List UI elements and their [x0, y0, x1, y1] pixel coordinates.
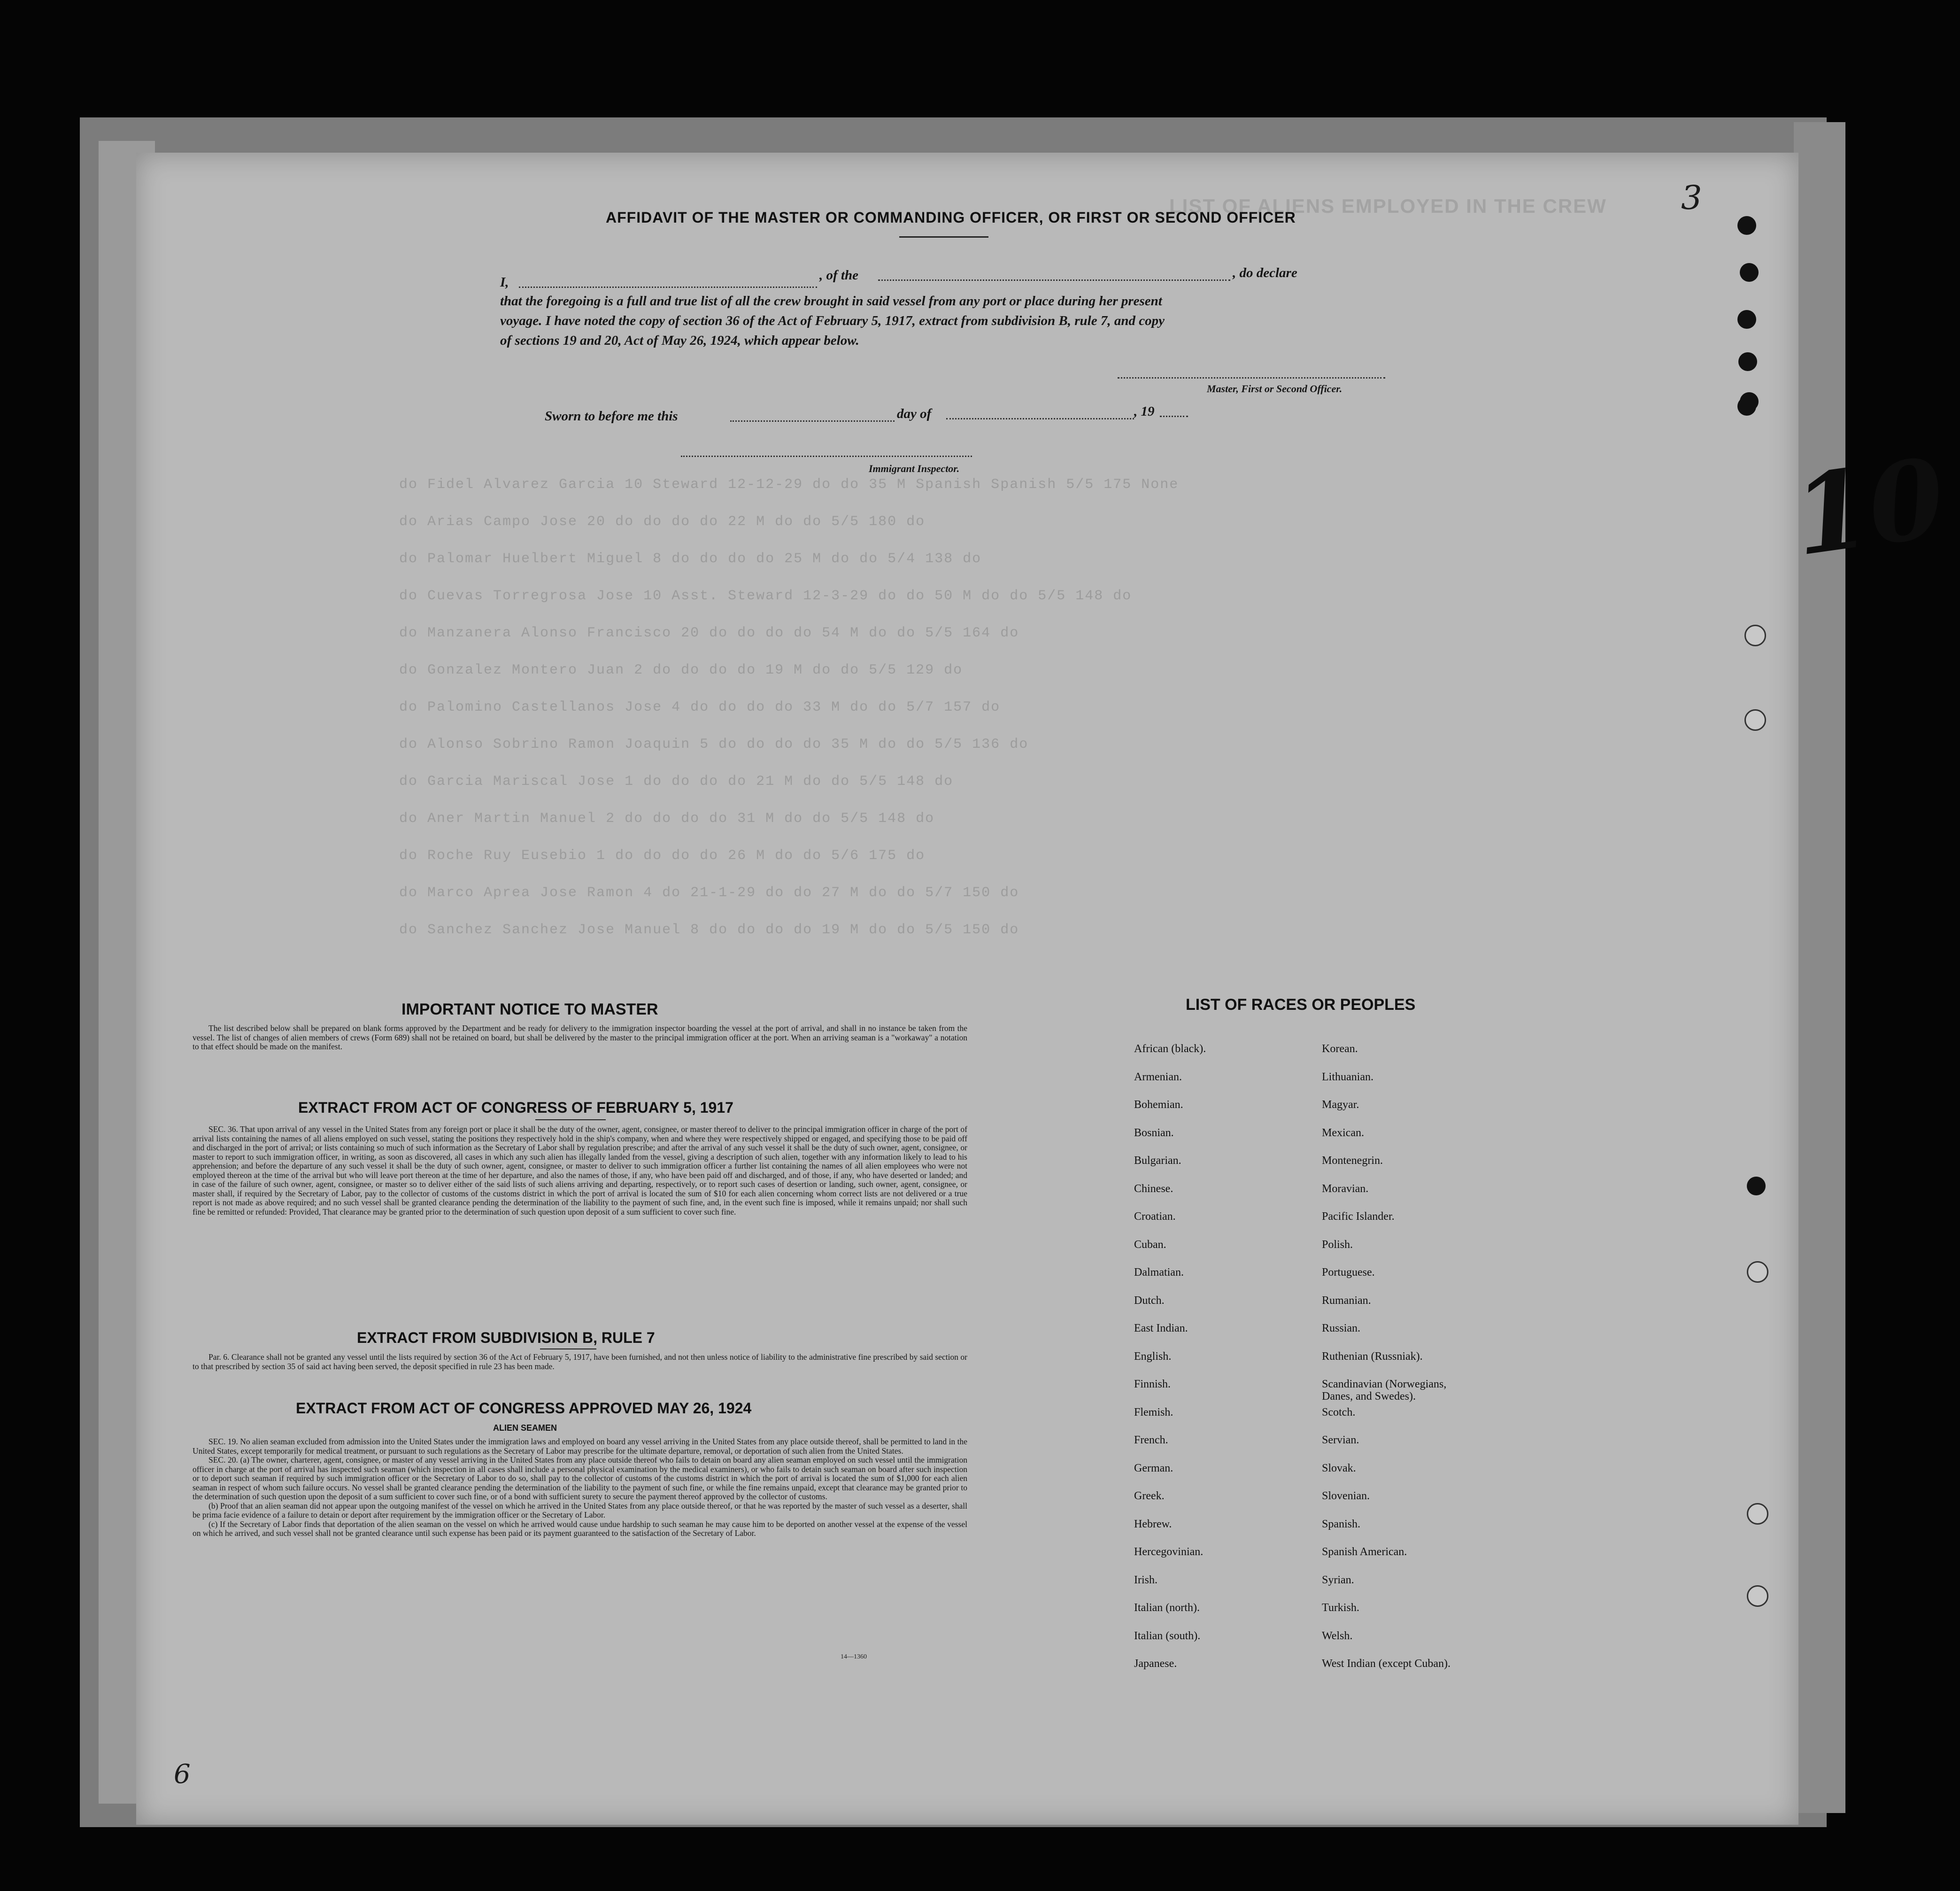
punch-hole: [1744, 625, 1766, 646]
sworn-month-line[interactable]: [946, 418, 1134, 419]
race-item: Scandinavian (Norwegians, Danes, and Swedes).: [1322, 1378, 1447, 1403]
bleed-through-row: do Gonzalez Montero Juan 2 do do do do 19 M do do 5/5 129 do: [399, 662, 963, 678]
race-item: East Indian.: [1134, 1322, 1188, 1334]
race-item: French.: [1134, 1434, 1168, 1446]
punch-hole: [1747, 1585, 1768, 1607]
inspector-signature-line[interactable]: [681, 456, 972, 457]
race-item: West Indian (except Cuban).: [1322, 1658, 1451, 1670]
race-item: Pacific Islander.: [1322, 1210, 1395, 1223]
inspector-signature-label: Immigrant Inspector.: [869, 463, 960, 474]
race-item: Hebrew.: [1134, 1518, 1172, 1530]
race-item: Ruthenian (Russniak).: [1322, 1350, 1423, 1363]
rule-7-title: EXTRACT FROM SUBDIVISION B, RULE 7: [357, 1329, 655, 1346]
bleed-through-row: do Cuevas Torregrosa Jose 10 Asst. Steward 12-3-29 do do 50 M do do 5/5 148 do: [399, 588, 1132, 604]
punch-hole: [1740, 263, 1759, 282]
punch-hole: [1747, 1177, 1766, 1195]
race-item: Portuguese.: [1322, 1266, 1375, 1279]
race-item: Hercegovinian.: [1134, 1546, 1204, 1558]
bleed-through-row: do Fidel Alvarez Garcia 10 Steward 12-12-29 do do 35 M Spanish Spanish 5/5 175 None: [399, 477, 1179, 493]
race-item: Montenegrin.: [1322, 1155, 1383, 1167]
race-item: Slovak.: [1322, 1462, 1356, 1474]
year-prefix: , 19: [1134, 404, 1155, 419]
race-item: Dutch.: [1134, 1294, 1165, 1307]
bleed-through-row: do Sanchez Sanchez Jose Manuel 8 do do do do 19 M do do 5/5 150 do: [399, 922, 1019, 938]
title-underline: [899, 236, 988, 238]
sec-20c-paragraph: (c) If the Secretary of Labor finds that deportation of the alien seaman on the vessel on which he arrived would cause undue hardship to such seaman he may cause him to be deported on another vessel at the expense of the vessel on which he arrived, and such vessel shall not be granted clearance until such expense has been paid or its payment guaranteed to the satisfaction of the Secretary of Labor.: [193, 1519, 967, 1538]
sec-19-paragraph: SEC. 19. No alien seaman excluded from admission into the United States under the immigration laws and employed on board any vessel arriving in the United States from any place outside thereof, shall be permitted to land in the United States, except temporarily for medical treatment, or pursuant to such regulations as the Secretary of Labor may prescribe for the ultimate departure, removal, or deportation of such alien from the United States.: [193, 1437, 967, 1456]
affidavit-line-3: voyage. I have noted the copy of section 36 of the Act of February 5, 1917, extract from subdivision B, rule 7, and copy: [500, 313, 1165, 328]
race-item: Polish.: [1322, 1238, 1353, 1251]
punch-hole: [1737, 310, 1756, 329]
race-item: Croatian.: [1134, 1210, 1176, 1223]
day-of-label: day of: [897, 406, 932, 421]
handwritten-number: 10: [1785, 434, 1952, 581]
bleed-through-row: do Roche Ruy Eusebio 1 do do do do 26 M do do 5/6 175 do: [399, 848, 926, 864]
declarant-prefix: I,: [500, 275, 509, 290]
alien-seamen-subtitle: ALIEN SEAMEN: [493, 1423, 557, 1433]
race-item: Syrian.: [1322, 1573, 1354, 1586]
race-item: Irish.: [1134, 1573, 1157, 1586]
act-1917-paragraph: SEC. 36. That upon arrival of any vessel in the United States from any foreign port or place it shall be the duty of the owner, agent, consignee, or master thereof to deliver to the principal immigration officer in charge of the port of arrival lists containing the names of all aliens employed on such vessel, stating the positions they respectively hold in the ship's company, when and where they were respectively shipped or engaged, and specifying those to be paid off and discharged in the port of arrival; or lists containing so much of such information as the Secretary of Labor shall by regulation prescribe; and after the arrival of any such vessel it shall be the duty of such owner, agent, consignee, or master to report to such immigration officer, in writing, as soon as discovered, all cases in which any such alien has illegally landed from the vessel, giving a description of such alien, together with any information likely to lead to his apprehension; and before the departure of any such vessel it shall be the duty of such owner, agent, consignee, or master to deliver to such immigration officer a further list containing the names of all alien employees who were not employed thereon at the time of the arrival but who will leave port thereon at the time of her departure, and also the names of those, if any, who have been paid off and discharged, and of those, if any, who have deserted or landed; and in case of the failure of such owner, agent, consignee, or master so to deliver either of the said lists of such aliens arriving and departing, respectively, or to report such cases of desertion or landing, such owner, agent, consignee, or master shall, if required by the Secretary of Labor, pay to the collector of customs of the customs district in which the port of arrival is located the sum of $10 for each alien concerning whom correct lists are not delivered or a true report is not made as above required; and no such vessel shall be granted clearance pending the determination of the liability to the payment of such fine, and, in the event such fine is imposed, while it remains unpaid; nor shall such fine be remitted or refunded: Provided, That clearance may be granted prior to the determination of such question upon deposit of a sum sufficient to cover such fine.: [193, 1124, 967, 1217]
race-item: Scotch.: [1322, 1406, 1356, 1418]
notice-paragraph: The list described below shall be prepared on blank forms approved by the Department and be ready for delivery to the immigration inspector boarding the vessel at the port of arrival, and shall in no instance be taken from the vessel. The list of changes of alien members of crews (Form 689) shall not be retained on board, but shall be delivered by the master to the principal immigration officer at the port. When an arriving seaman is a "workaway" a notation to that effect should be made on the manifest.: [193, 1023, 967, 1051]
races-title: LIST OF RACES OR PEOPLES: [1186, 996, 1416, 1014]
act-1924-title: EXTRACT FROM ACT OF CONGRESS APPROVED MAY 26, 1924: [296, 1400, 752, 1417]
master-signature-line[interactable]: [1118, 377, 1385, 379]
bleed-through-row: do Palomar Huelbert Miguel 8 do do do do 25 M do do 5/4 138 do: [399, 551, 982, 567]
punch-hole: [1738, 352, 1757, 371]
bleed-through-header: LIST OF ALIENS EMPLOYED IN THE CREW: [1169, 195, 1607, 217]
race-item: Finnish.: [1134, 1378, 1171, 1390]
act-1917-text: [193, 1125, 967, 1217]
punch-hole: [1747, 1503, 1768, 1525]
vessel-name-line[interactable]: [878, 279, 1230, 281]
race-item: German.: [1134, 1462, 1173, 1474]
race-item: Dalmatian.: [1134, 1266, 1184, 1279]
race-item: Bosnian.: [1134, 1126, 1174, 1139]
bleed-through-row: do Marco Aprea Jose Ramon 4 do 21-1-29 do do 27 M do do 5/7 150 do: [399, 885, 1019, 901]
punch-hole: [1744, 709, 1766, 731]
race-item: Flemish.: [1134, 1406, 1173, 1418]
race-item: Moravian.: [1322, 1182, 1369, 1195]
sworn-year-line[interactable]: [1160, 416, 1188, 417]
bleed-through-row: do Alonso Sobrino Ramon Joaquin 5 do do do do 35 M do do 5/5 136 do: [399, 736, 1029, 752]
bleed-through-row: do Aner Martin Manuel 2 do do do do 31 M do do 5/5 148 do: [399, 811, 935, 827]
bleed-through-row: do Arias Campo Jose 20 do do do do 22 M do do 5/5 180 do: [399, 514, 926, 530]
race-item: Rumanian.: [1322, 1294, 1371, 1307]
race-item: Armenian.: [1134, 1070, 1182, 1083]
race-item: Russian.: [1322, 1322, 1361, 1334]
race-item: Spanish.: [1322, 1518, 1361, 1530]
punch-hole: [1737, 397, 1756, 416]
bleed-through-row: do Garcia Mariscal Jose 1 do do do do 21 M do do 5/5 148 do: [399, 774, 954, 790]
race-item: Turkish.: [1322, 1602, 1359, 1614]
notice-text: [193, 1024, 967, 1052]
right-page-edge: [1794, 122, 1845, 1813]
punch-hole: [1737, 216, 1756, 235]
affidavit-line-4: of sections 19 and 20, Act of May 26, 1924, which appear below.: [500, 333, 859, 348]
notice-title: IMPORTANT NOTICE TO MASTER: [401, 1000, 658, 1018]
race-item: Italian (south).: [1134, 1629, 1201, 1642]
race-item: Lithuanian.: [1322, 1070, 1374, 1083]
race-item: Korean.: [1322, 1043, 1358, 1055]
act-1917-title: EXTRACT FROM ACT OF CONGRESS OF FEBRUARY 5, 1917: [298, 1099, 733, 1116]
race-item: Cuban.: [1134, 1238, 1166, 1251]
of-the-label: , of the: [819, 268, 858, 283]
form-number: 14—1360: [841, 1653, 867, 1660]
do-declare-label: , do declare: [1233, 265, 1297, 280]
race-item: Mexican.: [1322, 1126, 1364, 1139]
race-item: Bohemian.: [1134, 1099, 1183, 1111]
sec-20a-paragraph: SEC. 20. (a) The owner, charterer, agent, consignee, or master of any vessel arriving in the United States from any place outside thereof who fails to detain on board any alien seaman employed on such vessel until the immigration officer in charge at the port of arrival has inspected such seaman (which inspection in all cases shall include a personal physical examination by the medical examiners), or who fails to detain such seaman on board after such inspection or to deport such seaman if required by such immigration officer or the Secretary of Labor to do so, shall pay to the collector of customs of the customs district in which the port of arrival is located the sum of $1,000 for each alien seaman in respect of whom such failure occurs. No vessel shall be granted clearance pending the determination of the liability to the payment of such fine, or while the fine remains unpaid, except that clearance may be granted prior to the determination of such question upon the deposit of a sum sufficient to cover such fine, or of a bond with sufficient surety to secure the payment thereof approved by the collector of customs.: [193, 1455, 967, 1501]
sworn-prefix: Sworn to before me this: [545, 409, 678, 424]
sec-20b-paragraph: (b) Proof that an alien seaman did not appear upon the outgoing manifest of the vessel on which he arrived in the United States from any place outside thereof, or that he was reported by the master of such vessel as a deserter, shall be prima facie evidence of a failure to detain or deport after requirement by the immigration officer or the Secretary of Labor.: [193, 1501, 967, 1519]
handwritten-corner-mark: 3: [1681, 178, 1702, 217]
document-page: [136, 153, 1952, 1825]
race-item: Magyar.: [1322, 1099, 1359, 1111]
race-item: Spanish American.: [1322, 1546, 1407, 1558]
act-1917-underline: [535, 1119, 606, 1120]
race-item: Chinese.: [1134, 1182, 1173, 1195]
affidavit-line-2: that the foregoing is a full and true list of all the crew brought in said vessel from any port or place during her present: [500, 294, 1162, 309]
race-item: Japanese.: [1134, 1658, 1177, 1670]
affidavit-title: AFFIDAVIT OF THE MASTER OR COMMANDING OFFICER, OR FIRST OR SECOND OFFICER: [606, 209, 1296, 226]
bleed-through-row: do Palomino Castellanos Jose 4 do do do do 33 M do do 5/7 157 do: [399, 699, 1001, 715]
race-item: Italian (north).: [1134, 1602, 1200, 1614]
race-item: Bulgarian.: [1134, 1155, 1181, 1167]
race-item: Greek.: [1134, 1490, 1165, 1502]
race-item: African (black).: [1134, 1043, 1206, 1055]
race-item: Servian.: [1322, 1434, 1359, 1446]
punch-hole: [1747, 1261, 1768, 1283]
race-item: English.: [1134, 1350, 1172, 1363]
act-1924-text: [193, 1437, 967, 1538]
sworn-day-line[interactable]: [730, 420, 895, 422]
master-signature-label: Master, First or Second Officer.: [1207, 383, 1343, 395]
bleed-through-row: do Manzanera Alonso Francisco 20 do do do do 54 M do do 5/5 164 do: [399, 625, 1019, 641]
rule-7-text: [193, 1353, 967, 1371]
race-item: Slovenian.: [1322, 1490, 1370, 1502]
handwritten-corner-number: 6: [174, 1759, 191, 1790]
declarant-name-line[interactable]: [519, 287, 817, 288]
race-item: Welsh.: [1322, 1629, 1353, 1642]
rule-7-underline: [540, 1348, 596, 1349]
rule-7-paragraph: Par. 6. Clearance shall not be granted any vessel until the lists required by section 36 of the Act of February 5, 1917, have been furnished, and not then unless notice of liability to the administrative fine prescribed by said section or to that prescribed by section 35 of said act having been served, the deposit specified in rule 23 has been made.: [193, 1352, 967, 1371]
